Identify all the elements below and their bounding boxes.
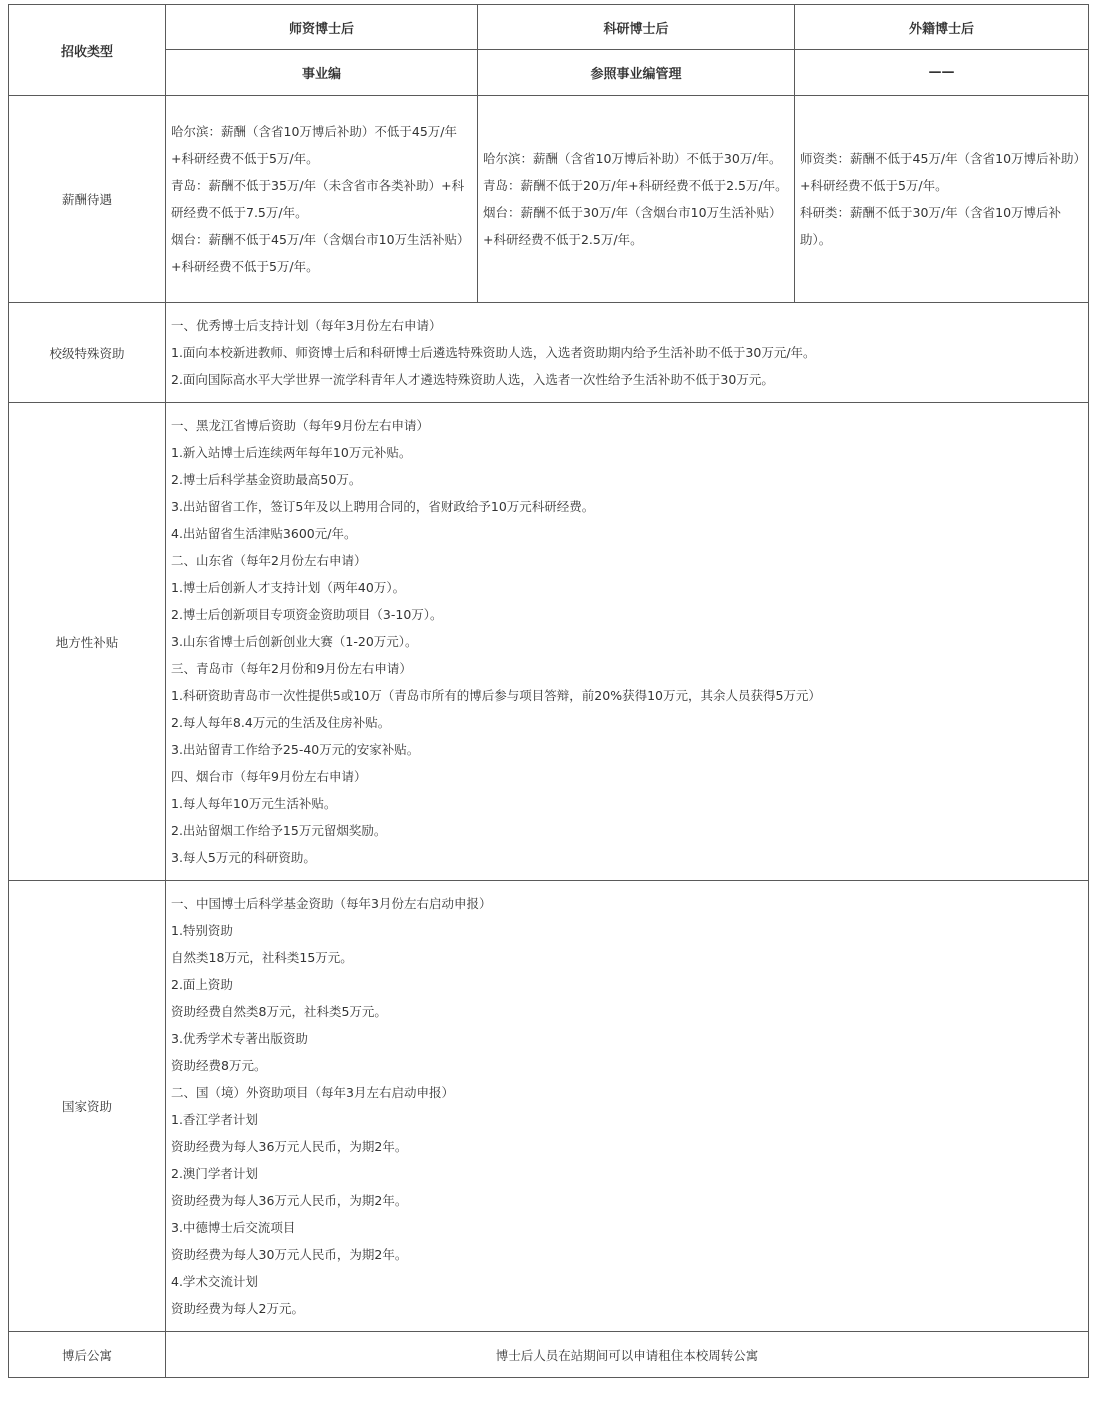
apartment-row (9, 1332, 1089, 1378)
national-line: 资助经费为每人36万元人民币，为期2年。 (171, 1193, 408, 1208)
header-row (9, 5, 1089, 50)
local-line: 2.出站留烟工作给予15万元留烟奖励。 (171, 823, 387, 838)
national-line: 1.特别资助 (171, 923, 233, 938)
col-header-1: 师资博士后 (166, 5, 478, 50)
national-line: 2.面上资助 (171, 977, 233, 992)
national-content (166, 881, 1089, 1332)
national-label: 国家资助 (9, 881, 166, 1332)
subcol-2: 参照事业编管理 (478, 50, 795, 96)
school-row (9, 303, 1089, 403)
national-line: 资助经费为每人30万元人民币，为期2年。 (171, 1247, 408, 1262)
subheader-row (9, 50, 1089, 96)
local-line: 3.山东省博士后创新创业大赛（1-20万元）。 (171, 634, 418, 649)
salary-col3-line: 师资类：薪酬不低于45万/年（含省10万博后补助）+科研经费不低于5万/年。 (800, 151, 1080, 193)
type-label: 招收类型 (9, 5, 166, 96)
local-line: 2.博士后创新项目专项资金资助项目（3-10万）。 (171, 607, 443, 622)
subcol-1: 事业编 (166, 50, 478, 96)
salary-label: 薪酬待遇 (9, 96, 166, 303)
apartment-label: 博后公寓 (9, 1332, 166, 1378)
local-line: 三、青岛市（每年2月份和9月份左右申请） (171, 661, 412, 676)
school-line: 2.面向国际高水平大学世界一流学科青年人才遴选特殊资助人选，入选者一次性给予生活补助不低于30万元。 (171, 372, 774, 387)
local-line: 1.科研资助青岛市一次性提供5或10万（青岛市所有的博后参与项目答辩，前20%获得10万元，其余人员获得5万元） (171, 688, 821, 703)
national-line: 资助经费自然类8万元，社科类5万元。 (171, 1004, 387, 1019)
local-label: 地方性补贴 (9, 403, 166, 881)
national-line: 1.香江学者计划 (171, 1112, 258, 1127)
local-row (9, 403, 1089, 881)
salary-col2-line: 青岛：薪酬不低于20万/年+科研经费不低于2.5万/年。 (483, 178, 788, 193)
local-content (166, 403, 1089, 881)
national-line: 一、中国博士后科学基金资助（每年3月份左右启动申报） (171, 896, 492, 911)
local-line: 1.博士后创新人才支持计划（两年40万）。 (171, 580, 406, 595)
national-line: 二、国（境）外资助项目（每年3月左右启动申报） (171, 1085, 454, 1100)
national-line: 3.中德博士后交流项目 (171, 1220, 296, 1235)
national-row (9, 881, 1089, 1332)
national-line: 资助经费为每人2万元。 (171, 1301, 304, 1316)
national-line: 资助经费8万元。 (171, 1058, 267, 1073)
local-line: 3.出站留省工作，签订5年及以上聘用合同的，省财政给予10万元科研经费。 (171, 499, 595, 514)
salary-col2-line: 哈尔滨：薪酬（含省10万博后补助）不低于30万/年。 (483, 151, 782, 166)
salary-row (9, 96, 1089, 303)
school-label: 校级特殊资助 (9, 303, 166, 403)
salary-col1 (166, 96, 478, 303)
col-header-3: 外籍博士后 (795, 5, 1089, 50)
local-line: 3.每人5万元的科研资助。 (171, 850, 316, 865)
national-line: 资助经费为每人36万元人民币，为期2年。 (171, 1139, 408, 1154)
policy-table (8, 4, 1089, 1378)
local-line: 4.出站留省生活津贴3600元/年。 (171, 526, 357, 541)
school-line: 一、优秀博士后支持计划（每年3月份左右申请） (171, 318, 442, 333)
subcol-3: —— (795, 50, 1089, 96)
salary-col3-line: 科研类：薪酬不低于30万/年（含省10万博后补助）。 (800, 205, 1062, 247)
local-line: 3.出站留青工作给予25-40万元的安家补贴。 (171, 742, 420, 757)
national-line: 4.学术交流计划 (171, 1274, 258, 1289)
school-content (166, 303, 1089, 403)
local-line: 2.博士后科学基金资助最高50万。 (171, 472, 362, 487)
apartment-content: 博士后人员在站期间可以申请租住本校周转公寓 (166, 1332, 1089, 1378)
col-header-2: 科研博士后 (478, 5, 795, 50)
school-line: 1.面向本校新进教师、师资博士后和科研博士后遴选特殊资助人选，入选者资助期内给予生活补助不低于30万元/年。 (171, 345, 816, 360)
national-line: 自然类18万元，社科类15万元。 (171, 950, 353, 965)
local-line: 一、黑龙江省博后资助（每年9月份左右申请） (171, 418, 429, 433)
salary-col3 (795, 96, 1089, 303)
salary-col1-line: 哈尔滨：薪酬（含省10万博后补助）不低于45万/年+科研经费不低于5万/年。 (171, 124, 458, 166)
salary-col1-line: 烟台：薪酬不低于45万/年（含烟台市10万生活补贴）+科研经费不低于5万/年。 (171, 232, 470, 274)
local-line: 二、山东省（每年2月份左右申请） (171, 553, 367, 568)
salary-col2 (478, 96, 795, 303)
national-line: 3.优秀学术专著出版资助 (171, 1031, 308, 1046)
national-line: 2.澳门学者计划 (171, 1166, 258, 1181)
local-line: 1.每人每年10万元生活补贴。 (171, 796, 337, 811)
local-line: 四、烟台市（每年9月份左右申请） (171, 769, 367, 784)
local-line: 2.每人每年8.4万元的生活及住房补贴。 (171, 715, 391, 730)
local-line: 1.新入站博士后连续两年每年10万元补贴。 (171, 445, 412, 460)
salary-col1-line: 青岛：薪酬不低于35万/年（未含省市各类补助）+科研经费不低于7.5万/年。 (171, 178, 465, 220)
salary-col2-line: 烟台：薪酬不低于30万/年（含烟台市10万生活补贴）+科研经费不低于2.5万/年。 (483, 205, 782, 247)
